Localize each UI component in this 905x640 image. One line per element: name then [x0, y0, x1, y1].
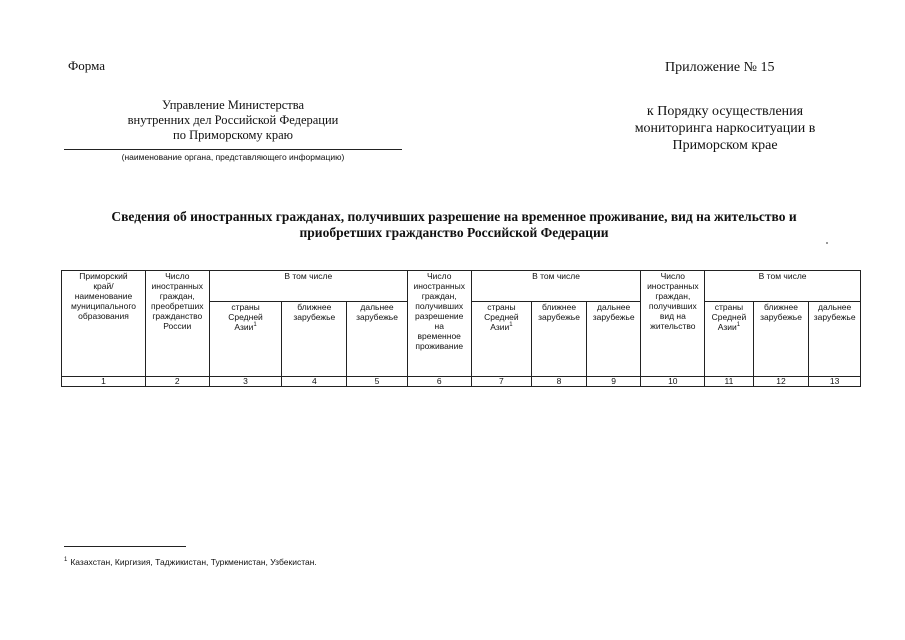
- subheader-far-abroad: дальнее зарубежье: [809, 302, 861, 377]
- scan-speck: [826, 242, 828, 244]
- footnote-mark: 1: [64, 557, 68, 564]
- report-title-line: приобретших гражданство Российской Федерации: [299, 225, 609, 240]
- subheader-near-abroad: ближнее зарубежье: [282, 302, 347, 377]
- column-number: 12: [753, 377, 809, 387]
- subheader-central-asia: страны Средней Азии$^1$: [209, 302, 282, 377]
- header-group-citizenship: В том числе: [209, 271, 407, 302]
- column-number: 13: [809, 377, 861, 387]
- header-temporary-residence: Число иностранных граждан, получивших разрешение на временное проживание: [407, 271, 471, 377]
- column-number: 5: [347, 377, 408, 387]
- organization-name-line: по Приморскому краю: [173, 128, 293, 142]
- organization-caption: (наименование органа, представляющего информацию): [121, 152, 345, 162]
- order-reference: [600, 103, 850, 154]
- subheader-near-abroad: ближнее зарубежье: [532, 302, 587, 377]
- order-reference-line: к Порядку осуществления: [646, 104, 804, 119]
- appendix-label: Приложение № 15: [665, 60, 775, 75]
- footnote-separator: [64, 546, 186, 547]
- column-number: 9: [586, 377, 641, 387]
- column-number: 4: [282, 377, 347, 387]
- footnote-text: Казахстан, Киргизия, Таджикистан, Туркменистан, Узбекистан.: [70, 557, 317, 567]
- column-number: 6: [407, 377, 471, 387]
- column-number: 7: [471, 377, 532, 387]
- subheader-central-asia: страны Средней Азии$^1$: [471, 302, 532, 377]
- column-number: 1: [62, 377, 146, 387]
- column-number: 3: [209, 377, 282, 387]
- subheader-central-asia: страны Средней Азии$^1$: [705, 302, 754, 377]
- subheader-far-abroad: дальнее зарубежье: [586, 302, 641, 377]
- subheader-near-abroad: ближнее зарубежье: [753, 302, 809, 377]
- organization-name: [64, 98, 402, 143]
- column-number-row: [62, 377, 861, 387]
- report-title-line: Сведения об иностранных гражданах, получивших разрешение на временное проживание, вид на жительство и: [111, 209, 797, 224]
- header-region: Приморский край/ наименование муниципального образования: [62, 271, 146, 377]
- form-label: Форма: [68, 58, 105, 73]
- header-group-permit: В том числе: [705, 271, 861, 302]
- header-citizenship: Число иностранных граждан, преобретших гражданство России: [145, 271, 209, 377]
- header-residence-permit: Число иностранных граждан, получивших вид на жительство: [641, 271, 705, 377]
- order-reference-line: мониторинга наркоситуации в: [634, 121, 816, 136]
- report-title: [62, 209, 846, 241]
- data-table: [61, 270, 861, 387]
- organization-name-line: внутренних дел Российской Федерации: [127, 113, 339, 127]
- organization-name-line: Управление Министерства: [161, 98, 305, 112]
- order-reference-line: Приморском крае: [672, 138, 778, 153]
- column-number: 10: [641, 377, 705, 387]
- organization-underline: [64, 149, 402, 150]
- header-group-temporary: В том числе: [471, 271, 641, 302]
- column-number: 11: [705, 377, 754, 387]
- column-number: 8: [532, 377, 587, 387]
- footnote: [64, 557, 317, 567]
- subheader-far-abroad: дальнее зарубежье: [347, 302, 408, 377]
- column-number: 2: [145, 377, 209, 387]
